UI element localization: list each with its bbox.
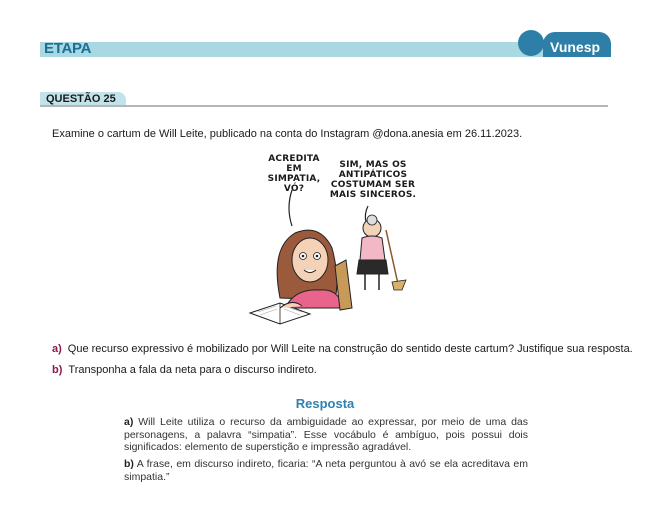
answer-title: Resposta [295, 396, 355, 411]
broom-head [392, 280, 406, 290]
question-label: QUESTÃO 25 [46, 93, 116, 105]
answer-letter: b) [124, 458, 134, 470]
speech-tail-granddaughter [289, 190, 292, 226]
broom-handle [386, 230, 398, 284]
item-letter: a) [52, 343, 62, 355]
question-divider [40, 105, 608, 107]
speech-grandmother: SIM, MAS OS ANTIPÁTICOS COSTUMAM SER MAIS SINCEROS. [329, 160, 417, 200]
answer-letter: a) [124, 416, 134, 428]
grandma-body [360, 236, 385, 260]
item-letter: b) [52, 364, 63, 376]
answer-b [124, 458, 528, 483]
exam-name: Vunesp [550, 39, 601, 55]
answer-text: Will Leite utiliza o recurso da ambiguidade ao expressar, por meio de uma das personagens, a palavra “simpatia”. Esse vocábulo é ambíguo, pois possui dois significados: elemento de superstição e impressão agradável. [124, 416, 528, 453]
answer-text: A frase, em discurso indireto, ficaria: “A neta perguntou à avó se ela acreditava em simpatia.” [124, 458, 528, 483]
girl-face [292, 238, 328, 282]
question-item-a [52, 343, 633, 355]
grandma-skirt [357, 260, 388, 274]
item-text: Que recurso expressivo é mobilizado por Will Leite na construção do sentido deste cartum? Justifique sua resposta. [67, 343, 633, 355]
question-item-b [52, 364, 317, 376]
speech-granddaughter: ACREDITA EM SIMPATIA, VÓ? [267, 154, 321, 194]
item-text: Transponha a fala da neta para o discurso indireto. [68, 364, 317, 376]
answer-a [124, 416, 528, 454]
header-decoration [518, 30, 544, 56]
question-intro: Examine o cartum de Will Leite, publicado na conta do Instagram @dona.anesia em 26.11.2023. [52, 128, 523, 140]
brand-etapa: ETAPA [44, 40, 92, 57]
